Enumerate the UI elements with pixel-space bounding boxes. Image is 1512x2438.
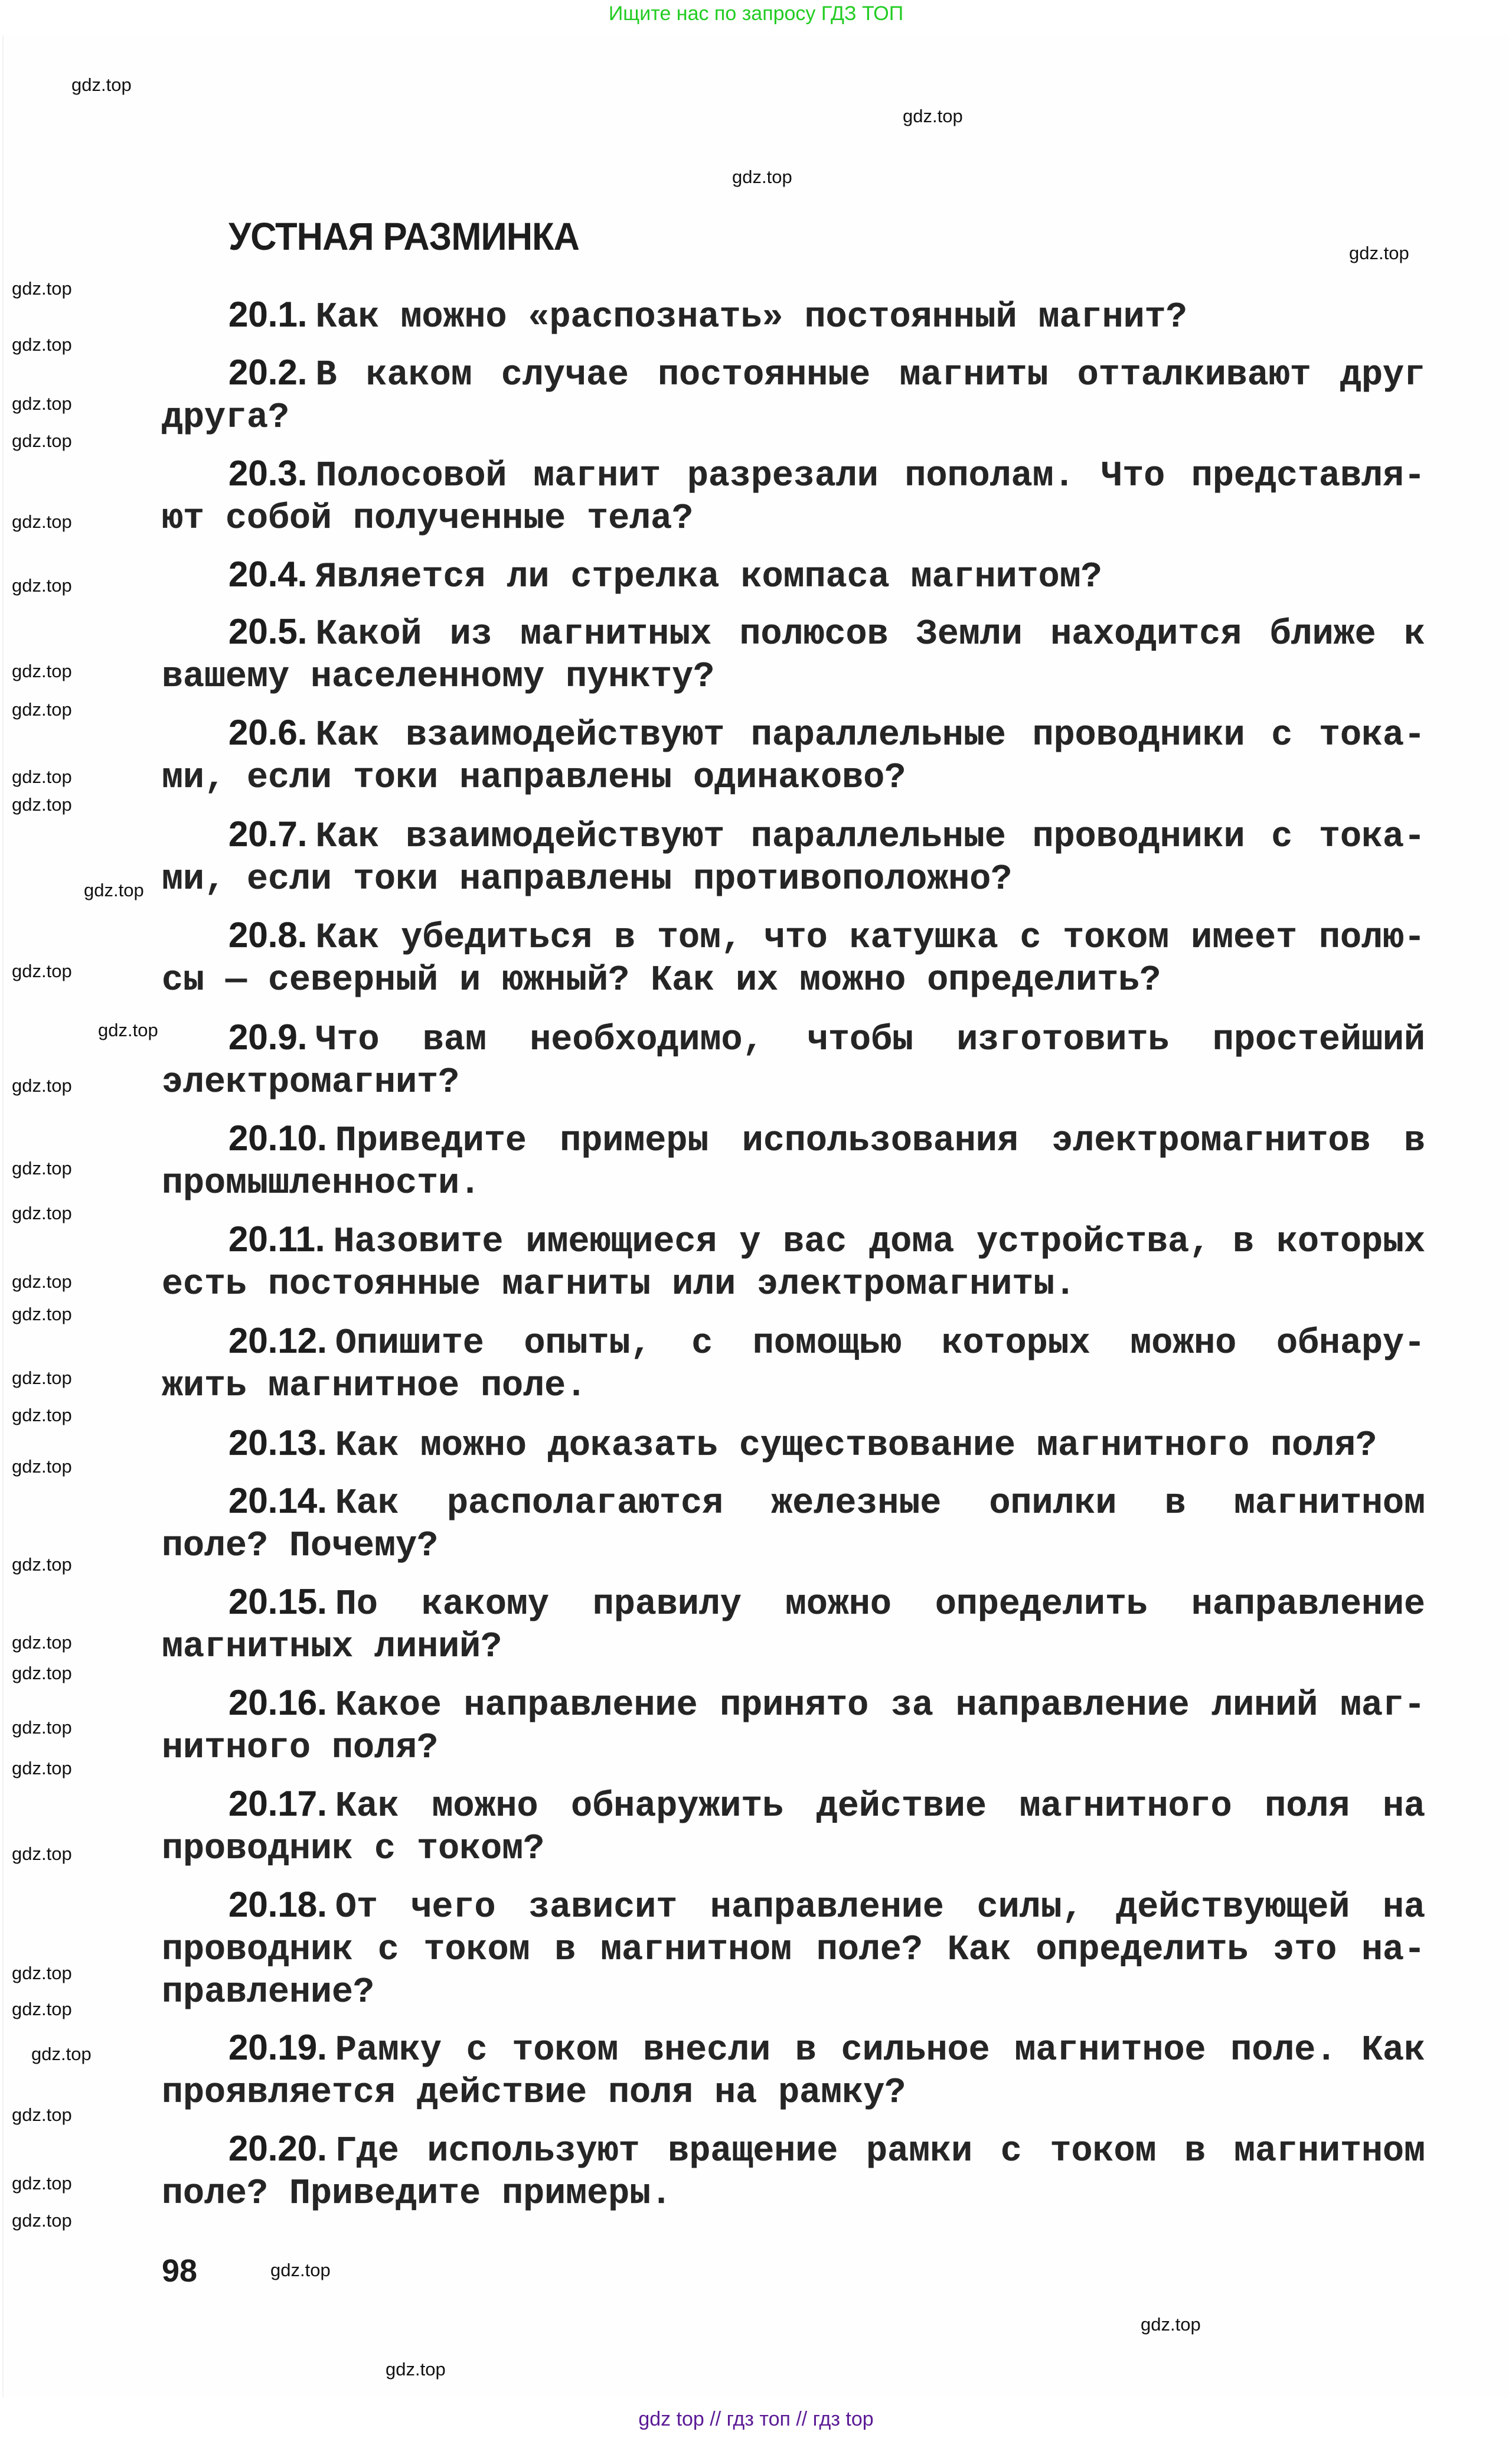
question-line — [162, 1365, 1425, 1408]
watermark: gdz.top — [12, 1456, 72, 1477]
watermark: gdz.top — [12, 1271, 72, 1292]
question-line — [162, 1682, 1425, 1727]
question-line — [162, 1929, 1425, 1972]
question-item — [162, 1581, 1425, 1669]
watermark: gdz.top — [1349, 243, 1409, 263]
watermark: gdz.top — [98, 1020, 158, 1040]
question-item — [162, 1422, 1425, 1467]
question-text: поле? Почему? — [162, 1526, 439, 1566]
question-line — [162, 1117, 1425, 1163]
question-text: нитного поля? — [162, 1728, 439, 1768]
question-text: Рамку с током внесли в сильное магнитное поле. Как — [335, 2031, 1425, 2071]
question-number: 20.4. — [228, 554, 308, 594]
question-line — [162, 553, 1425, 599]
question-number: 20.5. — [228, 612, 308, 651]
question-number: 20.6. — [228, 713, 308, 752]
question-text: есть постоянные магниты или электромагниты. — [162, 1265, 1076, 1305]
question-text: ют собой полученные тела? — [162, 499, 694, 539]
question-number: 20.13. — [228, 1423, 327, 1463]
watermark: gdz.top — [71, 74, 132, 95]
question-item — [162, 2026, 1425, 2114]
question-line — [162, 959, 1425, 1002]
question-line — [162, 859, 1425, 901]
question-text: вашему населенному пункту? — [162, 657, 715, 697]
question-number: 20.18. — [228, 1885, 327, 1924]
watermark: gdz.top — [12, 1758, 72, 1778]
watermark: gdz.top — [12, 661, 72, 681]
question-text: проводник с током? — [162, 1829, 545, 1869]
question-line — [162, 1626, 1425, 1669]
watermark: gdz.top — [31, 2044, 92, 2064]
question-text: Как убедиться в том, что катушка с током имеет полю- — [315, 918, 1425, 958]
question-number: 20.12. — [228, 1321, 327, 1360]
question-number: 20.19. — [228, 2028, 327, 2067]
watermark: gdz.top — [12, 1405, 72, 1425]
question-text: ми, если токи направлены одинаково? — [162, 758, 906, 798]
watermark: gdz.top — [903, 106, 963, 126]
watermark: gdz.top — [12, 430, 72, 451]
question-text: правление? — [162, 1973, 375, 2013]
question-text: ми, если токи направлены противоположно? — [162, 860, 1013, 900]
question-text: электромагнит? — [162, 1063, 460, 1103]
question-text: Полосовой магнит разрезали пополам. Что представля- — [315, 456, 1425, 497]
question-number: 20.16. — [228, 1683, 327, 1722]
question-item — [162, 1480, 1425, 1568]
watermark: gdz.top — [12, 1158, 72, 1179]
question-text: проводник с током в магнитном поле? Как определить это на- — [162, 1930, 1425, 1970]
question-text: Как можно обнаружить действие магнитного поля на — [335, 1787, 1425, 1827]
question-text: Как взаимодействуют параллельные проводники с тока- — [315, 716, 1425, 756]
question-number: 20.20. — [228, 2129, 327, 2168]
question-number: 20.11. — [228, 1219, 325, 1259]
question-text: Какой из магнитных полюсов Земли находится ближе к — [315, 615, 1425, 655]
question-line — [162, 1320, 1425, 1365]
watermark: gdz.top — [12, 511, 72, 532]
question-line — [162, 1783, 1425, 1828]
watermark: gdz.top — [12, 1717, 72, 1738]
watermark: gdz.top — [386, 2359, 446, 2380]
question-line — [162, 1016, 1425, 1062]
question-line — [162, 397, 1425, 439]
question-item — [162, 2127, 1425, 2215]
question-line — [162, 1218, 1425, 1264]
watermark: gdz.top — [12, 1663, 72, 1683]
question-number: 20.17. — [228, 1784, 327, 1823]
question-line — [162, 1727, 1425, 1770]
watermark: gdz.top — [12, 334, 72, 355]
question-number: 20.15. — [228, 1582, 327, 1621]
question-text: Является ли стрелка компаса магнитом? — [315, 557, 1102, 598]
watermark: gdz.top — [12, 1843, 72, 1864]
question-text: Опишите опыты, с помощью которых можно обнару- — [335, 1324, 1425, 1364]
watermark: gdz.top — [12, 1203, 72, 1223]
question-item — [162, 1783, 1425, 1871]
question-line — [162, 1581, 1425, 1626]
question-line — [162, 1422, 1425, 1467]
question-item — [162, 611, 1425, 699]
watermark: gdz.top — [12, 1304, 72, 1324]
question-number: 20.7. — [228, 814, 308, 854]
question-line — [162, 293, 1425, 339]
question-text: друга? — [162, 398, 290, 438]
watermark: gdz.top — [12, 2173, 72, 2194]
question-line — [162, 1884, 1425, 1929]
watermark: gdz.top — [12, 1554, 72, 1575]
question-item — [162, 452, 1425, 540]
watermark: gdz.top — [270, 2260, 331, 2280]
question-line — [162, 2127, 1425, 2173]
question-line — [162, 2072, 1425, 2114]
question-line — [162, 813, 1425, 859]
watermark: gdz.top — [12, 2104, 72, 2125]
question-item — [162, 914, 1425, 1002]
question-line — [162, 1163, 1425, 1205]
watermark: gdz.top — [12, 1632, 72, 1653]
question-text: проявляется действие поля на рамку? — [162, 2073, 906, 2113]
question-line — [162, 1480, 1425, 1525]
question-number: 20.9. — [228, 1017, 308, 1057]
question-text: Как можно доказать существование магнитного поля? — [335, 1426, 1377, 1466]
question-text: Приведите примеры использования электромагнитов в — [335, 1121, 1425, 1161]
watermark: gdz.top — [12, 1368, 72, 1388]
question-item — [162, 293, 1425, 339]
watermark: gdz.top — [12, 961, 72, 981]
question-text: жить магнитное поле. — [162, 1366, 587, 1406]
watermark: gdz.top — [12, 794, 72, 815]
question-line — [162, 1525, 1425, 1568]
question-text: магнитных линий? — [162, 1627, 502, 1667]
watermark: gdz.top — [84, 880, 144, 900]
question-text: От чего зависит направление силы, действующей на — [335, 1888, 1425, 1928]
question-text: В каком случае постоянные магниты отталкивают друг — [315, 355, 1425, 396]
question-item — [162, 553, 1425, 599]
watermark: gdz.top — [12, 2210, 72, 2231]
question-line — [162, 712, 1425, 757]
question-text: Назовите имеющиеся у вас дома устройства, в которых — [333, 1222, 1425, 1262]
question-line — [162, 611, 1425, 656]
question-line — [162, 914, 1425, 959]
watermark: gdz.top — [12, 278, 72, 299]
question-line — [162, 1828, 1425, 1871]
question-line — [162, 1264, 1425, 1306]
question-line — [162, 757, 1425, 799]
watermark: gdz.top — [12, 766, 72, 787]
question-item — [162, 1218, 1425, 1306]
watermark: gdz.top — [12, 699, 72, 720]
question-text: Где используют вращение рамки с током в магнитном — [335, 2132, 1425, 2172]
watermark: gdz.top — [12, 1075, 72, 1096]
section-heading: УСТНАЯ РАЗМИНКА — [228, 214, 580, 258]
watermark: gdz.top — [1141, 2314, 1201, 2335]
question-number: 20.10. — [228, 1118, 327, 1158]
page-number: 98 — [162, 2253, 198, 2289]
question-number: 20.1. — [228, 295, 308, 334]
watermark: gdz.top — [12, 393, 72, 414]
question-line — [162, 351, 1425, 397]
question-item — [162, 1117, 1425, 1205]
question-number: 20.14. — [228, 1481, 327, 1520]
watermark: gdz.top — [732, 167, 792, 187]
watermark: gdz.top — [12, 1963, 72, 1983]
question-number: 20.8. — [228, 915, 308, 955]
question-text: поле? Приведите примеры. — [162, 2174, 672, 2214]
question-item — [162, 351, 1425, 439]
top-banner[interactable]: Ищите нас по запросу ГДЗ ТОП — [608, 2, 904, 25]
watermark: gdz.top — [12, 1999, 72, 2019]
question-line — [162, 452, 1425, 498]
question-line — [162, 2173, 1425, 2215]
question-line — [162, 1062, 1425, 1104]
question-item — [162, 712, 1425, 799]
question-text: Как взаимодействуют параллельные проводники с тока- — [315, 817, 1425, 857]
bottom-banner[interactable]: gdz top // гдз топ // гдз top — [638, 2408, 874, 2430]
question-item — [162, 813, 1425, 901]
question-item — [162, 1320, 1425, 1408]
question-text: Какое направление принято за направление линий маг- — [335, 1686, 1425, 1726]
question-item — [162, 1884, 1425, 2014]
question-number: 20.2. — [228, 353, 308, 392]
question-text: Как можно «распознать» постоянный магнит? — [315, 298, 1187, 338]
question-item — [162, 1682, 1425, 1770]
question-line — [162, 1972, 1425, 2014]
question-text: Что вам необходимо, чтобы изготовить простейший — [315, 1020, 1425, 1060]
question-line — [162, 2026, 1425, 2072]
question-text: По какому правилу можно определить направление — [335, 1585, 1425, 1625]
watermark: gdz.top — [12, 575, 72, 596]
question-line — [162, 656, 1425, 699]
question-item — [162, 1016, 1425, 1104]
question-text: сы — северный и южный? Как их можно определить? — [162, 961, 1161, 1001]
question-number: 20.3. — [228, 453, 308, 493]
question-text: промышленности. — [162, 1164, 481, 1204]
question-text: Как располагаются железные опилки в магнитном — [335, 1484, 1425, 1524]
question-line — [162, 498, 1425, 540]
